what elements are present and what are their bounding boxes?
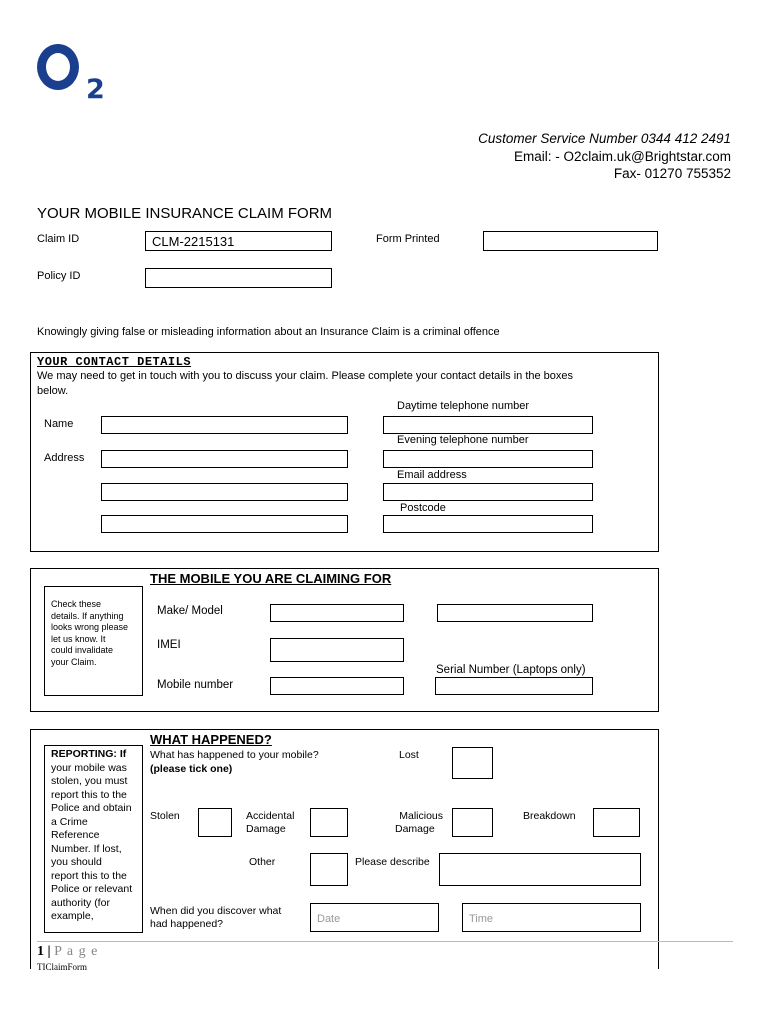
address-line2-field[interactable]: [101, 483, 348, 501]
reporting-line: Police or relevant: [51, 883, 133, 895]
time-input[interactable]: [463, 904, 640, 931]
postcode-label: Postcode: [400, 502, 446, 514]
date-input[interactable]: [311, 904, 438, 931]
stolen-checkbox[interactable]: [198, 808, 232, 837]
stolen-label: Stolen: [150, 810, 180, 822]
reporting-line: report this to the: [51, 788, 127, 801]
name-field[interactable]: [101, 416, 348, 434]
claim-id-input[interactable]: [146, 232, 331, 250]
note-line: let us know. It: [51, 633, 106, 644]
other-label: Other: [249, 856, 276, 868]
contact-section-title: YOUR CONTACT DETAILS: [37, 355, 192, 369]
logo-2-glyph: 2: [86, 74, 105, 105]
form-printed-label: Form Printed: [376, 233, 440, 245]
policy-id-label: Policy ID: [37, 270, 81, 282]
date-field[interactable]: [310, 903, 439, 932]
email-address-label: Email address: [397, 469, 467, 481]
address-line3-input[interactable]: [102, 517, 347, 533]
contact-intro-line1: We may need to get in touch with you to discuss your claim. Please complete your contact details in the boxes: [37, 370, 574, 382]
claim-fax: Fax- 01270 755352: [613, 166, 731, 181]
postcode-input[interactable]: [384, 517, 592, 533]
address-line1-field[interactable]: [101, 450, 348, 468]
malicious-damage-label: [395, 810, 443, 836]
malicious-damage-checkbox[interactable]: [452, 808, 493, 837]
evening-phone-label: Evening telephone number: [397, 434, 529, 446]
serial-number-field[interactable]: [435, 677, 593, 695]
describe-input[interactable]: [440, 854, 640, 885]
address-line1-input[interactable]: [102, 452, 347, 468]
postcode-field[interactable]: [383, 515, 593, 533]
note-line: looks wrong please: [51, 622, 129, 632]
daytime-phone-label: Daytime telephone number: [397, 400, 530, 412]
imei-field[interactable]: [270, 638, 404, 662]
claim-id-field[interactable]: [145, 231, 332, 251]
customer-service-number: Customer Service Number 0344 412 2491: [478, 131, 731, 146]
discover-line: had happened?: [150, 918, 223, 930]
breakdown-label: Breakdown: [523, 810, 576, 822]
describe-label: Please describe: [355, 856, 430, 868]
describe-field[interactable]: [439, 853, 641, 886]
contact-intro-line2: below.: [37, 385, 69, 397]
reporting-line: a Crime: [51, 815, 88, 828]
form-title: YOUR MOBILE INSURANCE CLAIM FORM: [37, 205, 333, 222]
mobile-number-field[interactable]: [270, 677, 404, 695]
page-footer: 1 | P a g e: [37, 944, 99, 959]
claim-email: Email: - O2claim.uk@Brightstar.com: [513, 149, 731, 164]
reporting-line: example,: [51, 910, 94, 922]
make-model-extra-field[interactable]: [437, 604, 593, 622]
make-model-input[interactable]: [271, 606, 403, 622]
accidental-line: Accidental: [246, 810, 295, 822]
reporting-line: authority (for: [51, 896, 110, 909]
claim-id-label: Claim ID: [37, 233, 80, 245]
make-model-label: Make/ Model: [157, 605, 223, 617]
reporting-line: Police and obtain: [51, 802, 132, 814]
policy-id-input[interactable]: [146, 269, 331, 287]
evening-phone-field[interactable]: [383, 450, 593, 468]
tick-one-instruction: (please tick one): [150, 763, 233, 775]
imei-input[interactable]: [271, 639, 403, 661]
note-line: could invalidate: [51, 645, 114, 655]
imei-label: IMEI: [157, 639, 181, 651]
policy-id-field[interactable]: [145, 268, 332, 288]
accidental-line: Damage: [246, 823, 286, 835]
reporting-line: your mobile was: [51, 761, 127, 774]
address-line2-input[interactable]: [102, 485, 347, 501]
reporting-line: Number. If lost,: [51, 842, 122, 855]
email-address-input[interactable]: [384, 485, 592, 501]
address-line3-field[interactable]: [101, 515, 348, 533]
check-details-note: [44, 586, 143, 696]
reporting-line: REPORTING: If: [51, 748, 127, 760]
reporting-line: stolen, you must: [51, 775, 128, 787]
page-number: 1: [37, 944, 44, 959]
lost-label: Lost: [399, 749, 419, 761]
page-word: P a g e: [54, 944, 99, 959]
mobile-number-input[interactable]: [271, 679, 403, 695]
what-happened-question: What has happened to your mobile?: [150, 749, 319, 761]
serial-number-input[interactable]: [436, 679, 592, 695]
daytime-phone-field[interactable]: [383, 416, 593, 434]
false-info-warning: Knowingly giving false or misleading information about an Insurance Claim is a criminal offence: [37, 326, 500, 338]
discover-question: [150, 905, 281, 931]
malicious-line: Damage: [395, 823, 435, 835]
mobile-number-label: Mobile number: [157, 679, 234, 691]
reporting-line: Reference: [51, 829, 100, 841]
logo-o-ring: [37, 44, 79, 90]
name-input[interactable]: [102, 418, 347, 434]
reporting-note: [44, 745, 143, 933]
accidental-damage-label: [246, 810, 294, 836]
email-address-field[interactable]: [383, 483, 593, 501]
note-line: your Claim.: [51, 656, 97, 667]
document-name: TIClaimForm: [37, 962, 87, 972]
malicious-line: Malicious: [399, 810, 443, 822]
accidental-damage-checkbox[interactable]: [310, 808, 348, 837]
reporting-line: report this to the: [51, 869, 127, 882]
reporting-line: you should: [51, 856, 102, 868]
form-printed-input[interactable]: [484, 232, 657, 250]
time-field[interactable]: [462, 903, 641, 932]
make-model-extra-input[interactable]: [438, 606, 592, 622]
note-line: details. If anything: [51, 610, 124, 621]
daytime-phone-input[interactable]: [384, 418, 592, 434]
discover-line: When did you discover what: [150, 905, 282, 917]
evening-phone-input[interactable]: [384, 452, 592, 468]
footer-divider: [37, 941, 733, 942]
lost-checkbox[interactable]: [452, 747, 493, 779]
breakdown-checkbox[interactable]: [593, 808, 640, 837]
what-happened-title: WHAT HAPPENED?: [150, 732, 272, 747]
serial-number-label: Serial Number (Laptops only): [436, 664, 586, 676]
address-label: Address: [44, 452, 85, 464]
other-checkbox[interactable]: [310, 853, 348, 886]
mobile-section-title: THE MOBILE YOU ARE CLAIMING FOR: [150, 571, 392, 586]
note-line: Check these: [51, 599, 102, 609]
form-printed-field[interactable]: [483, 231, 658, 251]
make-model-field[interactable]: [270, 604, 404, 622]
name-label: Name: [44, 418, 74, 430]
